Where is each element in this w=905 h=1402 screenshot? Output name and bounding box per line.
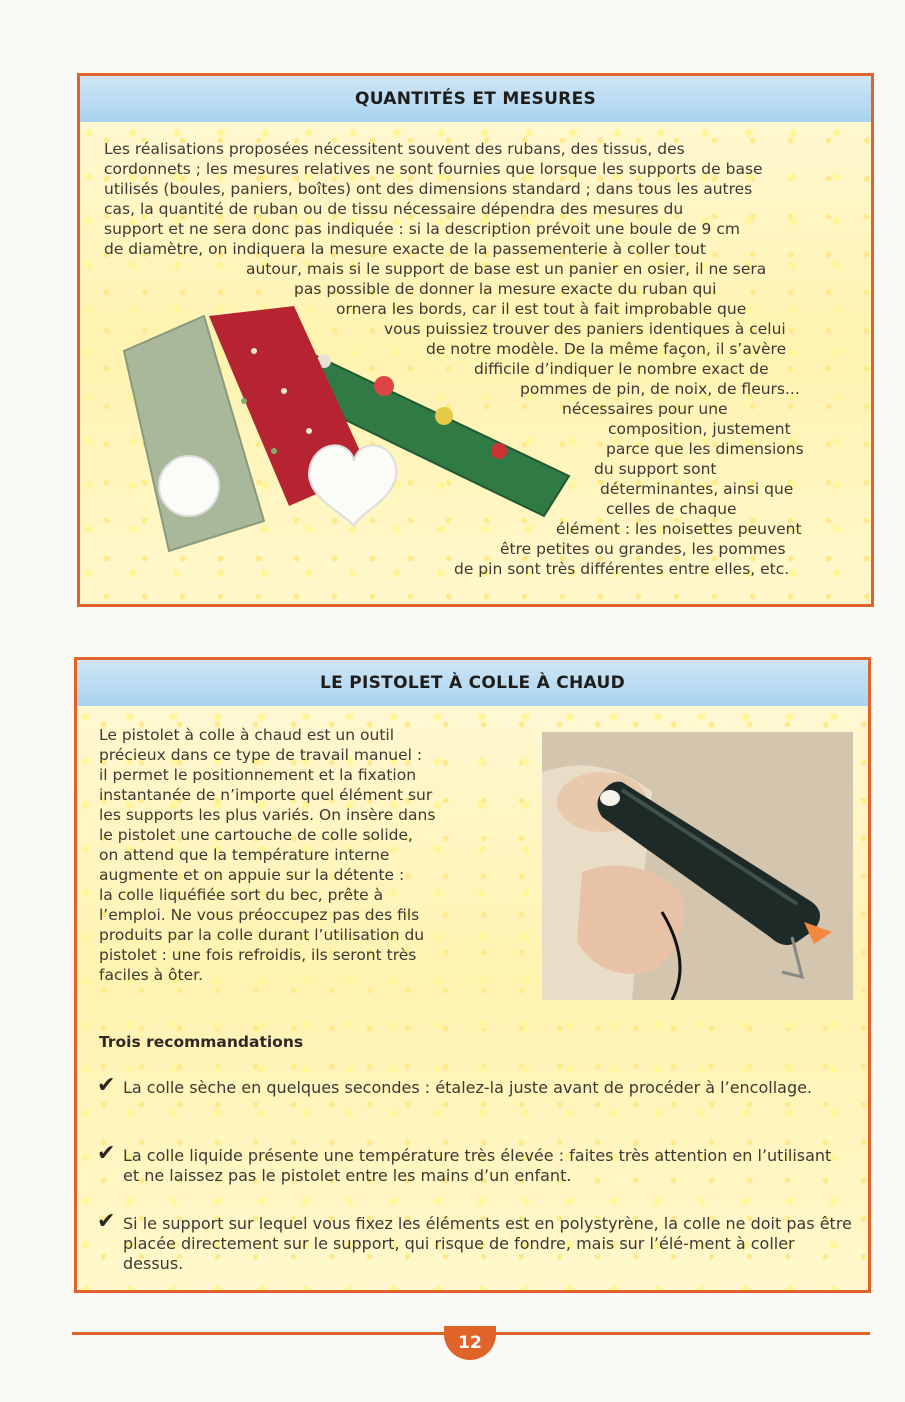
checkmark-icon: ✔: [97, 1073, 116, 1098]
text-line: on attend que la température interne: [99, 846, 390, 864]
text-line: ornera les bords, car il est tout à fait improbable que: [336, 300, 747, 318]
text-line: le pistolet une cartouche de colle solide,: [99, 826, 413, 844]
text-line: support et ne sera donc pas indiquée : si la description prévoit une boule de 9 cm: [104, 220, 740, 238]
text-line: cordonnets ; les mesures relatives ne sont fournies que lorsque les supports de base: [104, 160, 763, 178]
text-line: celles de chaque: [606, 500, 737, 518]
recommendations-heading: Trois recommandations: [99, 1033, 304, 1051]
text-line: vous puissiez trouver des paniers identiques à celui: [384, 320, 786, 338]
recommendation-item: [97, 1073, 852, 1098]
recommendation-text: Si le support sur lequel vous fixez les éléments est en polystyrène, la colle ne doit pas être placée directement sur le support, qui risque de fondre, mais sur l’élé-ment à coller dessus.: [123, 1214, 852, 1273]
text-line: de diamètre, on indiquera la mesure exacte de la passementerie à coller tout: [104, 240, 706, 258]
text-line: de notre modèle. De la même façon, il s’avère: [426, 340, 787, 358]
recommendation-item: [97, 1209, 852, 1274]
section-pistolet: [74, 657, 871, 1293]
text-line: Le pistolet à colle à chaud est un outil: [99, 726, 395, 744]
section-title: QUANTITÉS ET MESURES: [80, 76, 871, 122]
text-line: composition, justement: [608, 420, 791, 438]
text-line: les supports les plus variés. On insère dans: [99, 806, 436, 824]
text-line: cas, la quantité de ruban ou de tissu nécessaire dépendra des mesures du: [104, 200, 684, 218]
glue-gun-photo: [542, 732, 853, 1000]
section-title: LE PISTOLET À COLLE À CHAUD: [77, 660, 868, 706]
text-line: pas possible de donner la mesure exacte du ruban qui: [294, 280, 717, 298]
text-line: augmente et on appuie sur la détente :: [99, 866, 405, 884]
text-line: nécessaires pour une: [562, 400, 728, 418]
text-line: la colle liquéfiée sort du bec, prête à: [99, 886, 384, 904]
text-line: instantanée de n’importe quel élément sur: [99, 786, 433, 804]
checkmark-icon: ✔: [97, 1141, 116, 1166]
text-line: être petites ou grandes, les pommes: [500, 540, 786, 558]
recommendation-item: [97, 1141, 852, 1186]
text-line: élément : les noisettes peuvent: [556, 520, 802, 538]
section-quantites: [77, 73, 874, 607]
polystyrene-ball-icon: [159, 456, 219, 516]
polystyrene-heart-icon: [309, 445, 396, 526]
text-line: parce que les dimensions: [606, 440, 804, 458]
text-line: du support sont: [594, 460, 717, 478]
text-line: pommes de pin, de noix, de fleurs...: [520, 380, 800, 398]
text-line: précieux dans ce type de travail manuel :: [99, 746, 423, 764]
text-line: il permet le positionnement et la fixation: [99, 766, 417, 784]
text-line: utilisés (boules, paniers, boîtes) ont des dimensions standard ; dans tous les autres: [104, 180, 753, 198]
text-line: Les réalisations proposées nécessitent souvent des rubans, des tissus, des: [104, 140, 685, 158]
text-line: faciles à ôter.: [99, 966, 204, 984]
page-number: 12: [444, 1326, 496, 1360]
text-line: pistolet : une fois refroidis, ils seront très: [99, 946, 417, 964]
glue-stick-icon: [600, 790, 620, 806]
text-line: l’emploi. Ne vous préoccupez pas des fils: [99, 906, 420, 924]
recommendation-text: La colle liquide présente une température très élevée : faites très attention en l’utilisant et ne laissez pas le pistolet entre les mains d’un enfant.: [123, 1146, 832, 1185]
text-line: de pin sont très différentes entre elles, etc.: [454, 560, 790, 578]
text-line: autour, mais si le support de base est un panier en osier, il ne sera: [246, 260, 767, 278]
recommendation-text: La colle sèche en quelques secondes : étalez-la juste avant de procéder à l’encollage.: [123, 1078, 813, 1097]
text-line: déterminantes, ainsi que: [600, 480, 794, 498]
text-line: difficile d’indiquer le nombre exact de: [474, 360, 769, 378]
text-line: produits par la colle durant l’utilisation du: [99, 926, 425, 944]
checkmark-icon: ✔: [97, 1209, 116, 1234]
